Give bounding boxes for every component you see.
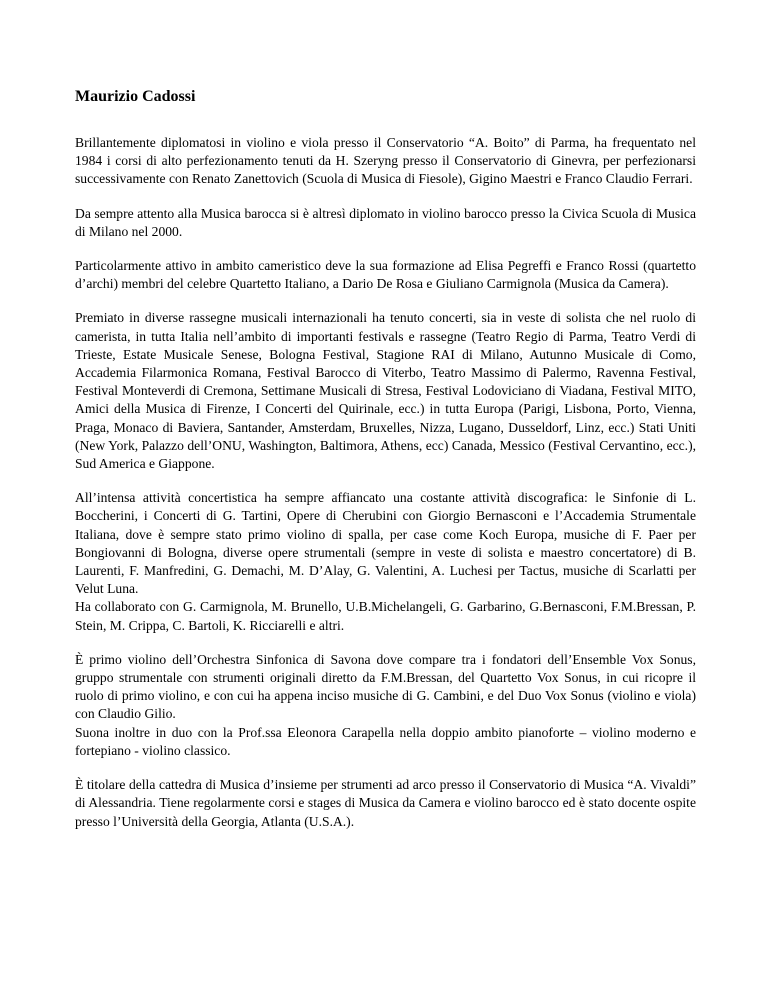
- paragraph-education: Brillantemente diplomatosi in violino e viola presso il Conservatorio “A. Boito” di Parma, ha frequentato nel 1984 i corsi di alto perfezionamento tenuti da H. Szeryng presso il Conservatorio di Ginevra, per perfezionarsi successivamente con Renato Zanettovich (Scuola di Musica di Fiesole), Gigino Maestri e Franco Claudio Ferrari.: [75, 135, 696, 187]
- paragraph-discography: All’intensa attività concertistica ha sempre affiancato una costante attività discografica: le Sinfonie di L. Boccherini, i Concerti di G. Tartini, Opere di Cherubini con Giorgio Bernasconi e l’Accademia Strumentale Italiana, dove è sempre stato primo violino di spalla, per case come Koch Europa, musiche di F. Paer per Bongiovanni di Bologna, diverse opere strumentali (sempre in veste di solista e maestro concertatore) di B. Laurenti, F. Manfredini, G. Demachi, M. D’Alay, G. Valentini, A. Luchesi per Tactus, musiche di Scarlatti per Velut Luna.: [75, 490, 696, 597]
- document-body: [75, 134, 696, 847]
- paragraph-duo: Suona inoltre in duo con la Prof.ssa Eleonora Carapella nella doppio ambito pianoforte – violino moderno e fortepiano - violino classico.: [75, 724, 696, 758]
- paragraph-baroque-music: Da sempre attento alla Musica barocca si è altresì diplomato in violino barocco presso la Civica Scuola di Musica di Milano nel 2000.: [75, 205, 696, 239]
- document-title: Maurizio Cadossi: [75, 88, 196, 105]
- paragraph-concerts: Premiato in diverse rassegne musicali internazionali ha tenuto concerti, sia in veste di solista che nel ruolo di camerista, in tutta Italia nell’ambito di importanti festivals e rassegne (Teatro Regio di Parma, Teatro Verdi di Trieste, Estate Musicale Senese, Bologna Festival, Stagione RAI di Milano, Autunno Musicale di Como, Accademia Filarmonica Romana, Festival Barocco di Viterbo, Teatro Massimo di Palermo, Ravenna Festival, Festival Monteverdi di Cremona, Settimane Musicali di Stresa, Festival Lodoviciano di Viadana, Festival MITO, Amici della Musica di Firenze, I Concerti del Quirinale, ecc.) in tutta Europa (Parigi, Lisbona, Porto, Vienna, Praga, Monaco di Baviera, Santander, Amsterdam, Bruxelles, Nizza, Lugano, Dusseldorf, Linz, ecc.) Stati Uniti (New York, Palazzo dell’ONU, Washington, Baltimora, Athens, ecc) Canada, Messico (Festival Cervantino, ecc.), Sud America e Giappone.: [75, 310, 696, 472]
- paragraph-chamber-music: Particolarmente attivo in ambito cameristico deve la sua formazione ad Elisa Pegreffi e Franco Rossi (quartetto d’archi) membri del celebre Quartetto Italiano, a Dario De Rosa e Giuliano Carmignola (Musica da Camera).: [75, 258, 696, 292]
- paragraph-teaching: È titolare della cattedra di Musica d’insieme per strumenti ad arco presso il Conservatorio di Musica “A. Vivaldi” di Alessandria. Tiene regolarmente corsi e stages di Musica da Camera e violino barocco ed è stato docente ospite presso l’Università della Georgia, Atlanta (U.S.A.).: [75, 777, 696, 829]
- paragraph-collaborations: Ha collaborato con G. Carmignola, M. Brunello, U.B.Michelangeli, G. Garbarino, G.Bernasconi, F.M.Bressan, P. Stein, M. Crippa, C. Bartoli, K. Ricciarelli e altri.: [75, 599, 696, 633]
- paragraph-orchestra: È primo violino dell’Orchestra Sinfonica di Savona dove compare tra i fondatori dell’Ensemble Vox Sonus, gruppo strumentale con strumenti originali diretto da F.M.Bressan, del Quartetto Vox Sonus, in cui ricopre il ruolo di primo violino, e con cui ha appena inciso musiche di G. Cambini, e del Duo Vox Sonus (violino e viola) con Claudio Gilio.: [75, 651, 696, 722]
